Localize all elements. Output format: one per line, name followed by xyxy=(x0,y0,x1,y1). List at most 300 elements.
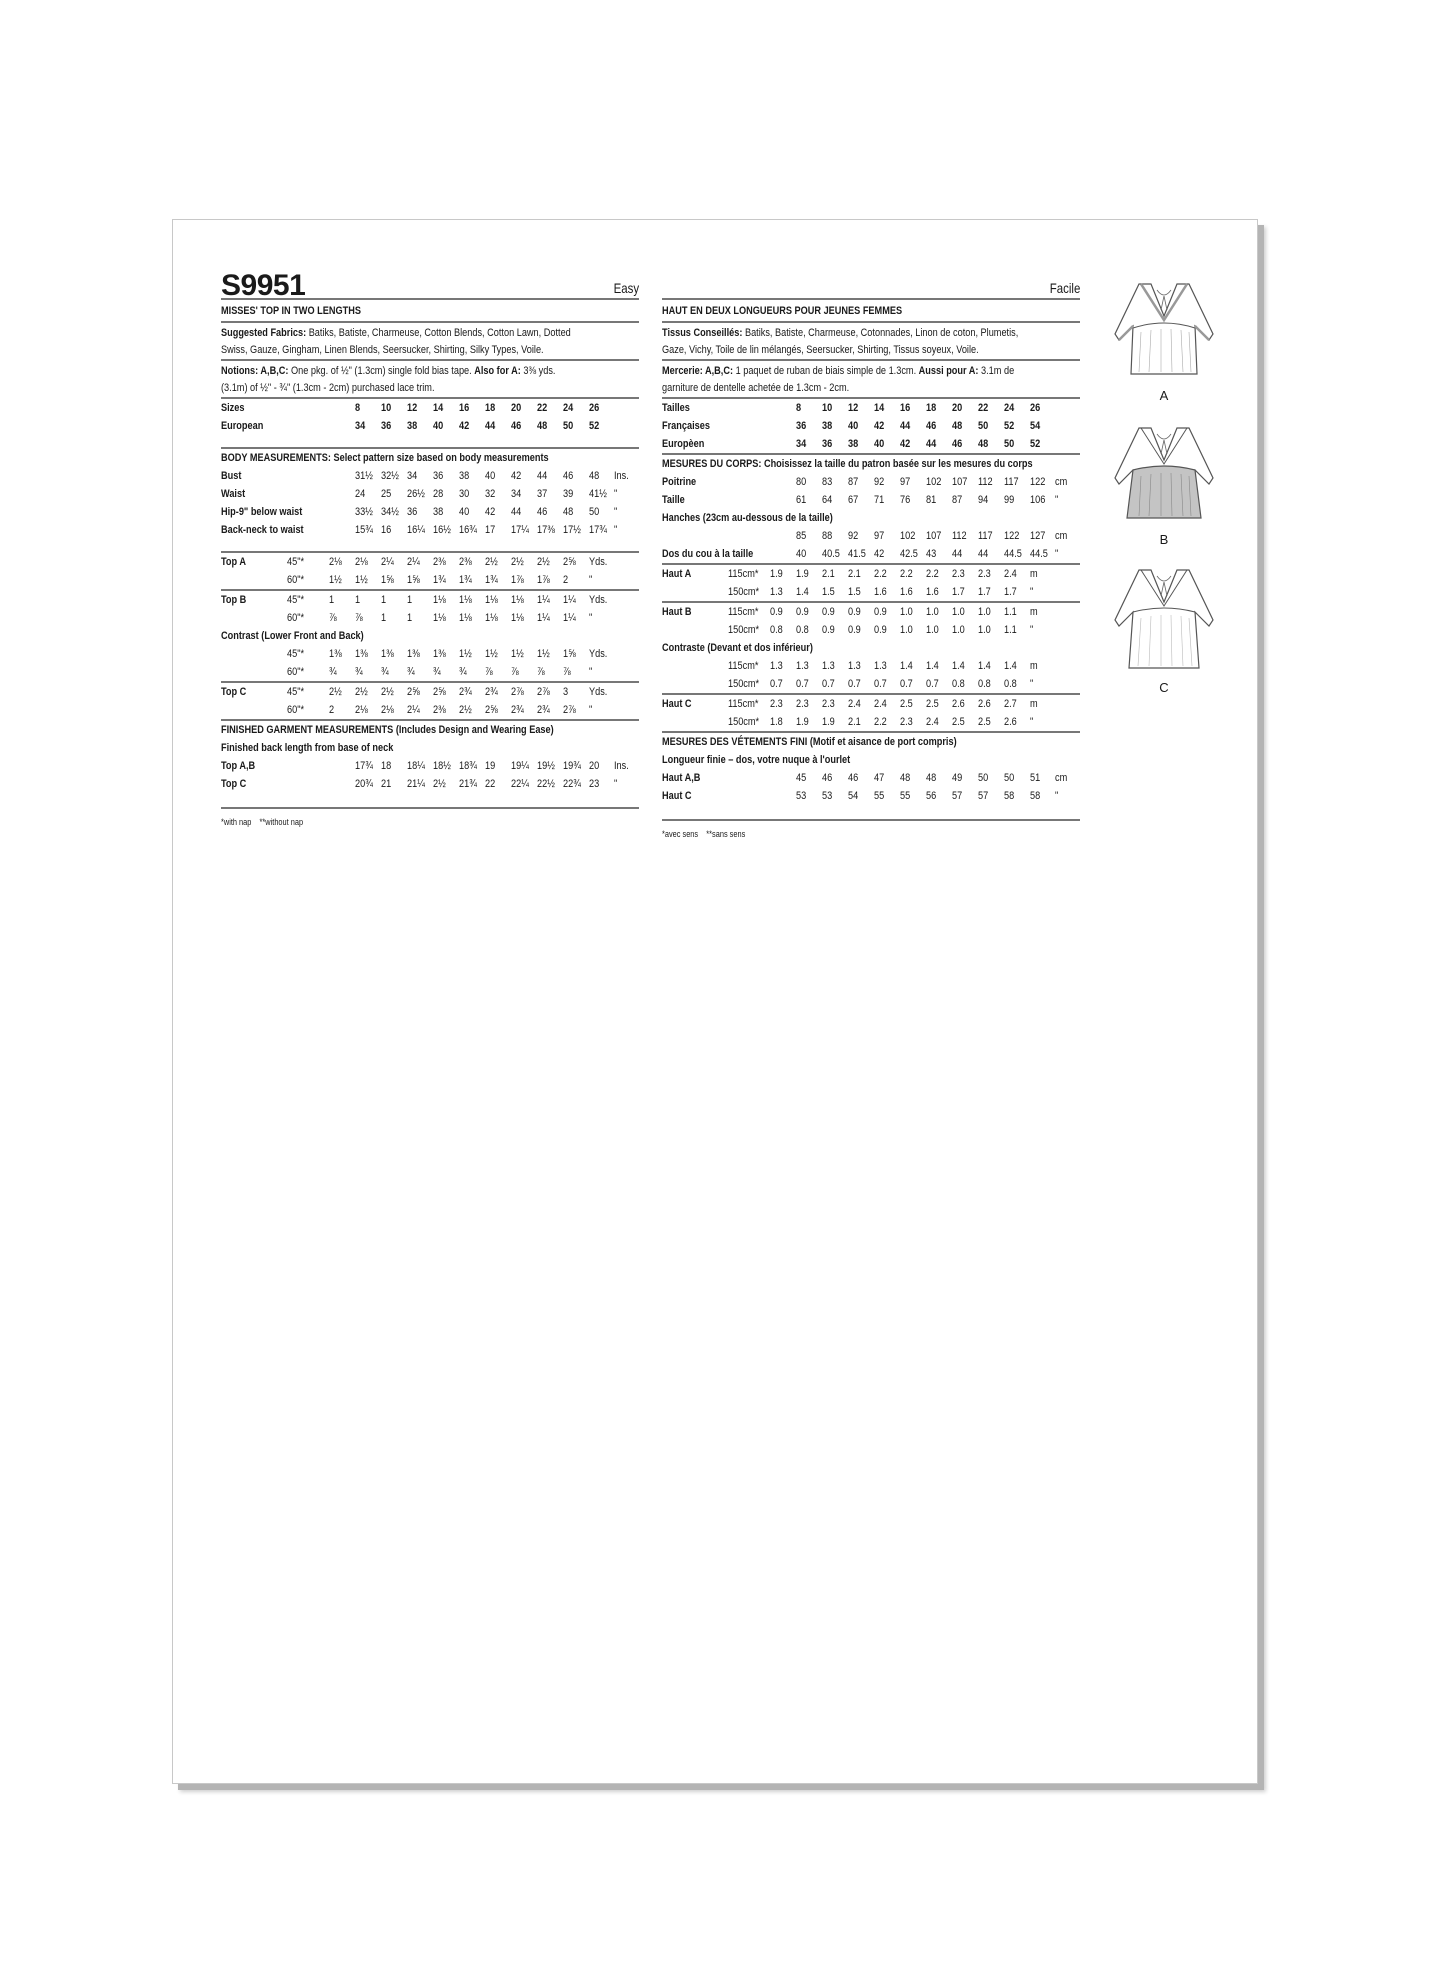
size-value: 34½ xyxy=(381,506,399,518)
row-label: Europèen xyxy=(662,438,705,450)
yardage-value: 2½ xyxy=(459,704,472,716)
yardage-row xyxy=(221,552,639,571)
size-value: 42 xyxy=(874,548,885,560)
fabric-width: 60"* xyxy=(287,574,305,586)
fabric-width: 115cm* xyxy=(728,568,759,580)
size-value: 19¾ xyxy=(563,760,581,772)
view-label xyxy=(221,701,287,719)
pattern-title: MISSES' TOP IN TWO LENGTHS xyxy=(221,300,639,323)
yardage-value: 2.1 xyxy=(848,568,861,580)
row-label: Waist xyxy=(221,488,246,500)
yardage-value: 2⅜ xyxy=(433,704,446,716)
yardage-value: 2⅜ xyxy=(459,556,472,568)
yardage-value: 2½ xyxy=(355,682,381,701)
unit: " xyxy=(1030,678,1034,690)
yardage-value: 0.7 xyxy=(900,678,913,690)
size-value: 36 xyxy=(381,420,392,432)
yardage-value: 1½ xyxy=(355,574,368,586)
size-value: 58 xyxy=(1004,790,1015,802)
unit: m xyxy=(1030,660,1038,672)
size-value: 48 xyxy=(589,470,600,482)
french-header xyxy=(662,270,1080,300)
view-c-illustration xyxy=(1099,562,1229,695)
size-value: 47 xyxy=(874,772,885,784)
yardage-value: 1.1 xyxy=(1004,624,1017,636)
yardage-value: 1.6 xyxy=(926,586,939,598)
size-value: 42 xyxy=(511,470,522,482)
table-row xyxy=(662,545,1080,563)
table-row xyxy=(221,521,639,539)
yardage-value: 1 xyxy=(381,590,407,609)
yardage-value: 1⅜ xyxy=(355,648,368,660)
yardage-value: 2⅝ xyxy=(407,682,433,701)
yardage-value: 2⅛ xyxy=(355,556,368,568)
size-value: 44.5 xyxy=(1004,548,1022,560)
size-value: 16¾ xyxy=(459,524,477,536)
yardage-value: 1 xyxy=(407,612,413,624)
size-value: 117 xyxy=(978,530,993,542)
yardage-value: ¾ xyxy=(433,666,441,678)
yardage-value: 3 xyxy=(563,682,589,701)
view-label xyxy=(662,675,728,694)
table-row xyxy=(221,757,639,775)
yardage-row xyxy=(221,645,639,663)
yardage-value: 2¾ xyxy=(537,704,550,716)
finished-measurements-table xyxy=(662,731,1080,805)
view-label xyxy=(221,571,287,590)
size-value: 56 xyxy=(926,790,937,802)
size-value: 46 xyxy=(822,772,833,784)
row-label: Back-neck to waist xyxy=(221,524,304,536)
unit: Yds. xyxy=(589,648,608,660)
unit: " xyxy=(589,574,593,586)
yardage-value: 1¾ xyxy=(433,574,446,586)
top-view-c-icon xyxy=(1109,562,1219,678)
size-value: 17⅜ xyxy=(537,524,555,536)
yardage-value: ⅞ xyxy=(511,666,519,678)
yardage-value: 2⅝ xyxy=(563,556,576,568)
size-value: 102 xyxy=(926,476,942,488)
size-value: 38 xyxy=(407,420,418,432)
table-row xyxy=(221,417,639,435)
row-label: Françaises xyxy=(662,420,710,432)
size-value: 50 xyxy=(978,420,989,432)
yardage-row xyxy=(662,564,1080,583)
yardage-value: 2⅛ xyxy=(381,704,394,716)
top-view-b-icon xyxy=(1109,420,1219,530)
yardage-value: 1 xyxy=(381,612,387,624)
fabric-width: 45"* xyxy=(287,648,305,660)
yardage-value: 1¾ xyxy=(459,574,472,586)
size-value: 46 xyxy=(926,420,937,432)
size-value: 44 xyxy=(537,470,548,482)
yardage-value: 1⅞ xyxy=(511,574,524,586)
yardage-value: 1⅜ xyxy=(381,648,394,660)
view-label xyxy=(662,621,728,639)
size-value: 20 xyxy=(589,760,600,772)
yardage-value: 1.4 xyxy=(796,586,809,598)
yardage-value: 0.9 xyxy=(874,602,900,621)
size-value: 28 xyxy=(433,488,444,500)
yardage-value: 1 xyxy=(407,590,433,609)
unit xyxy=(1055,417,1080,435)
size-value: 50 xyxy=(1004,772,1015,784)
yardage-value: 1.9 xyxy=(796,568,809,580)
yardage-value: ¾ xyxy=(381,666,389,678)
yardage-value: 2⅜ xyxy=(433,556,446,568)
size-value: 18¼ xyxy=(407,760,425,772)
yardage-value: 0.9 xyxy=(848,602,874,621)
notions: Notions: A,B,C: One pkg. of ½" (1.3cm) single fold bias tape. Also for A: 3⅜ yds. (3.1m) of ½" - ¾" (1.3cm - 2cm) purchased lace trim. xyxy=(221,361,639,399)
size-value: 22 xyxy=(537,402,548,414)
unit: " xyxy=(614,524,618,536)
unit: " xyxy=(1055,548,1059,560)
size-value: 33½ xyxy=(355,506,373,518)
yardage-value: 1¼ xyxy=(563,612,576,624)
yardage-value: 1⅛ xyxy=(511,590,537,609)
section-heading: MESURES DES VÉTEMENTS FINI (Motif et aisance de port compris) xyxy=(662,736,957,748)
size-value: 16½ xyxy=(433,524,451,536)
yardage-value: 0.9 xyxy=(796,602,822,621)
section-heading: FINISHED GARMENT MEASUREMENTS (Includes Design and Wearing Ease) xyxy=(221,724,554,736)
yardage-value: 0.7 xyxy=(848,678,861,690)
row-label: Dos du cou à la taille xyxy=(662,548,754,560)
size-value: 19½ xyxy=(537,760,555,772)
size-value: 112 xyxy=(952,530,967,542)
row-label: European xyxy=(221,420,264,432)
yardage-value: 2.5 xyxy=(900,694,926,713)
size-value: 85 xyxy=(796,530,807,542)
table-row xyxy=(662,435,1080,454)
size-value: 46 xyxy=(537,506,548,518)
size-value: 87 xyxy=(952,494,963,506)
size-value: 102 xyxy=(900,530,916,542)
table-row xyxy=(662,399,1080,417)
yardage-value: 1⅛ xyxy=(433,612,446,624)
size-value: 17¾ xyxy=(355,760,373,772)
unit: Ins. xyxy=(614,760,629,772)
table-row xyxy=(221,775,639,793)
size-value: 55 xyxy=(874,790,885,802)
yardage-value: 1.5 xyxy=(822,586,835,598)
yardage-value: 2.4 xyxy=(848,694,874,713)
size-value: 2½ xyxy=(433,778,446,790)
size-value: 17½ xyxy=(563,524,581,536)
row-label: Top C xyxy=(221,778,247,790)
yardage-row xyxy=(662,621,1080,639)
size-value: 48 xyxy=(563,506,574,518)
yardage-value: 1⅜ xyxy=(433,648,446,660)
fabric-width: 115cm* xyxy=(728,694,770,713)
yardage-value: 1⅛ xyxy=(511,612,524,624)
yardage-row xyxy=(221,682,639,701)
view-label: Top A xyxy=(221,556,246,568)
yardage-value: 1.8 xyxy=(770,716,783,728)
unit: cm xyxy=(1055,530,1068,542)
size-value: 50 xyxy=(1004,438,1015,450)
size-value: 50 xyxy=(978,772,989,784)
size-value: 10 xyxy=(381,402,392,414)
yardage-value: 2¾ xyxy=(459,682,485,701)
yardage-table xyxy=(221,551,639,719)
yardage-value: 1.9 xyxy=(822,716,835,728)
row-label: Hip-9" below waist xyxy=(221,506,303,518)
size-value: 34 xyxy=(796,438,807,450)
yardage-value: 2⅝ xyxy=(433,682,459,701)
row-label: Haut A,B xyxy=(662,772,701,784)
yardage-value: 1.4 xyxy=(1004,660,1017,672)
yardage-value: 1½ xyxy=(537,648,550,660)
yardage-value: 1⅛ xyxy=(459,612,472,624)
yardage-value: 2⅛ xyxy=(329,556,342,568)
size-value: 64 xyxy=(822,494,833,506)
unit: " xyxy=(614,506,618,518)
size-value: 71 xyxy=(874,494,885,506)
yardage-value: 1.3 xyxy=(874,660,887,672)
yardage-row xyxy=(662,675,1080,694)
size-value: 17 xyxy=(485,524,496,536)
yardage-value: 1½ xyxy=(485,648,498,660)
size-value: 25 xyxy=(381,488,392,500)
yardage-value: 1¼ xyxy=(537,590,563,609)
unit: " xyxy=(1055,790,1059,802)
fabric-width: 45"* xyxy=(287,590,329,609)
yardage-value: 2½ xyxy=(329,682,355,701)
view-label xyxy=(221,645,287,663)
fabric-width: 150cm* xyxy=(728,624,760,636)
footnote: *avec sens **sans sens xyxy=(662,819,1080,843)
view-label: B xyxy=(1159,532,1169,547)
sizes-table xyxy=(662,399,1080,455)
size-value: 21 xyxy=(381,778,392,790)
size-value: 83 xyxy=(822,476,833,488)
yardage-value: ¾ xyxy=(355,666,363,678)
size-value: 24 xyxy=(1004,402,1015,414)
yardage-value: 1.4 xyxy=(978,660,991,672)
size-value: 38 xyxy=(848,438,859,450)
size-value: 41.5 xyxy=(848,548,866,560)
yardage-value: 0.7 xyxy=(874,678,887,690)
size-value: 81 xyxy=(926,494,937,506)
yardage-value: 0.7 xyxy=(796,678,809,690)
table-row xyxy=(221,467,639,485)
size-value: 19 xyxy=(485,760,496,772)
yardage-row xyxy=(221,663,639,682)
size-value: 46 xyxy=(952,438,963,450)
yardage-value: 2.3 xyxy=(900,716,913,728)
yardage-value: 0.8 xyxy=(978,678,991,690)
size-value: 53 xyxy=(822,790,833,802)
view-label xyxy=(662,583,728,602)
yardage-value: 1.3 xyxy=(822,660,835,672)
yardage-value: 1.6 xyxy=(874,586,887,598)
table-row xyxy=(662,787,1080,805)
size-value: 44 xyxy=(952,548,963,560)
size-value: 36 xyxy=(796,420,807,432)
size-value: 40 xyxy=(848,420,859,432)
size-value: 94 xyxy=(978,494,989,506)
size-value: 21¾ xyxy=(459,778,477,790)
size-value: 45 xyxy=(796,772,807,784)
size-value: 87 xyxy=(848,476,859,488)
size-value: 18 xyxy=(381,760,392,772)
size-value: 43 xyxy=(926,548,937,560)
section-heading: MESURES DU CORPS: Choisissez la taille du patron basée sur les mesures du corps xyxy=(662,458,1033,470)
yardage-value: ¾ xyxy=(407,666,415,678)
yardage-value: ¾ xyxy=(459,666,467,678)
table-row xyxy=(221,485,639,503)
size-value: 50 xyxy=(563,420,574,432)
yardage-value: 1.3 xyxy=(848,660,861,672)
size-value: 8 xyxy=(796,402,802,414)
yardage-value: 2.3 xyxy=(952,568,965,580)
fabric-width: 45"* xyxy=(287,682,329,701)
unit: m xyxy=(1030,568,1038,580)
yardage-value: 0.8 xyxy=(1004,678,1017,690)
contrast-heading: Contraste (Devant et dos inférieur) xyxy=(662,642,813,654)
size-value: 46 xyxy=(848,772,859,784)
row-label xyxy=(662,527,796,545)
size-value: 53 xyxy=(796,790,807,802)
section-heading: Longueur finie – dos, votre nuque à l'ourlet xyxy=(662,754,851,766)
fabric-width: 115cm* xyxy=(728,660,759,672)
view-a-illustration xyxy=(1099,276,1229,403)
size-value: 48 xyxy=(926,772,937,784)
yardage-value: 1⅜ xyxy=(329,648,342,660)
size-value: 20¾ xyxy=(355,778,373,790)
finished-measurements-table xyxy=(221,719,639,793)
size-value: 57 xyxy=(978,790,989,802)
table-row xyxy=(662,473,1080,491)
yardage-value: 2¼ xyxy=(407,556,420,568)
suggested-fabrics: Suggested Fabrics: Batiks, Batiste, Charmeuse, Cotton Blends, Cotton Lawn, Dotted Swiss, Gauze, Gingham, Linen Blends, Seersucker, Shirting, Silky Types, Voile. xyxy=(221,323,639,361)
size-value: 42 xyxy=(900,438,911,450)
size-value: 97 xyxy=(900,476,911,488)
size-value: 38 xyxy=(459,470,470,482)
yardage-row xyxy=(221,571,639,590)
size-value: 117 xyxy=(1004,476,1019,488)
yardage-value: 2.3 xyxy=(978,568,991,580)
size-value: 42 xyxy=(874,420,885,432)
unit: " xyxy=(614,488,618,500)
unit: " xyxy=(589,612,593,624)
yardage-value: 1.7 xyxy=(978,586,991,598)
yardage-row xyxy=(662,583,1080,602)
size-value: 26 xyxy=(589,402,600,414)
unit: Yds. xyxy=(589,556,608,568)
table-row xyxy=(662,417,1080,435)
unit: " xyxy=(589,704,593,716)
english-column xyxy=(221,270,639,831)
yardage-value: 2⅞ xyxy=(537,682,563,701)
yardage-row xyxy=(221,590,639,609)
yardage-value: 1 xyxy=(329,590,355,609)
size-value: 122 xyxy=(1004,530,1020,542)
size-value: 14 xyxy=(433,402,444,414)
size-value: 14 xyxy=(874,402,885,414)
yardage-value: 0.9 xyxy=(822,602,848,621)
size-value: 32 xyxy=(485,488,496,500)
size-value: 10 xyxy=(822,402,833,414)
size-value: 67 xyxy=(848,494,859,506)
size-value: 18½ xyxy=(433,760,451,772)
size-value: 34 xyxy=(407,470,418,482)
yardage-value: 2⅛ xyxy=(355,704,368,716)
yardage-value: 1.0 xyxy=(978,624,991,636)
size-value: 22 xyxy=(978,402,989,414)
size-value: 22¾ xyxy=(563,778,581,790)
unit: m xyxy=(1030,694,1080,713)
yardage-value: 1.1 xyxy=(1004,602,1030,621)
yardage-value: 1.3 xyxy=(770,586,783,598)
size-value: 44 xyxy=(926,438,937,450)
yardage-value: 2.2 xyxy=(874,716,887,728)
yardage-value: 1¾ xyxy=(485,574,498,586)
yardage-value: 1½ xyxy=(329,574,342,586)
yardage-value: 0.9 xyxy=(848,624,861,636)
yardage-value: 2.5 xyxy=(952,716,965,728)
yardage-value: 1⅝ xyxy=(407,574,420,586)
row-label: Haut C xyxy=(662,790,692,802)
pattern-envelope-back xyxy=(172,219,1258,1784)
size-value: 26 xyxy=(1030,402,1041,414)
unit: " xyxy=(1030,624,1034,636)
yardage-value: 2.2 xyxy=(900,568,913,580)
unit xyxy=(1055,435,1080,454)
yardage-value: 0.9 xyxy=(770,602,796,621)
yardage-table xyxy=(662,563,1080,731)
size-value: 16 xyxy=(459,402,470,414)
size-value: 80 xyxy=(796,476,807,488)
yardage-value: 2⅞ xyxy=(563,704,576,716)
yardage-value: 1⅛ xyxy=(485,612,498,624)
size-value: 36 xyxy=(433,470,444,482)
size-value: 8 xyxy=(355,402,361,414)
size-value: 97 xyxy=(874,530,885,542)
yardage-value: 2½ xyxy=(537,556,550,568)
row-label: Tailles xyxy=(662,402,690,414)
contrast-heading: Contrast (Lower Front and Back) xyxy=(221,630,364,642)
unit xyxy=(614,399,639,417)
section-heading: Hanches (23cm au-dessous de la taille) xyxy=(662,512,833,524)
unit: Yds. xyxy=(589,590,639,609)
size-value: 46 xyxy=(511,420,522,432)
unit: " xyxy=(1055,494,1059,506)
unit: " xyxy=(614,778,618,790)
yardage-value: 0.7 xyxy=(926,678,939,690)
size-value: 38 xyxy=(822,420,833,432)
view-label xyxy=(221,663,287,682)
yardage-value: 1½ xyxy=(459,648,472,660)
pattern-code: S9951 xyxy=(221,269,306,302)
size-value: 23 xyxy=(589,778,600,790)
size-value: 106 xyxy=(1030,494,1046,506)
size-value: 41½ xyxy=(589,488,607,500)
yardage-value: 2½ xyxy=(511,556,524,568)
size-value: 50 xyxy=(589,506,600,518)
yardage-value: 1.4 xyxy=(926,660,939,672)
footnote: *with nap **without nap xyxy=(221,807,639,831)
yardage-value: 2⅞ xyxy=(511,682,537,701)
size-value: 92 xyxy=(874,476,885,488)
view-label: Top B xyxy=(221,590,287,609)
size-value: 18¾ xyxy=(459,760,477,772)
size-value: 17¼ xyxy=(511,524,529,536)
fabric-width: 60"* xyxy=(287,704,305,716)
yardage-value: ⅞ xyxy=(563,666,571,678)
fabric-width: 150cm* xyxy=(728,716,760,728)
size-value: 38 xyxy=(433,506,444,518)
